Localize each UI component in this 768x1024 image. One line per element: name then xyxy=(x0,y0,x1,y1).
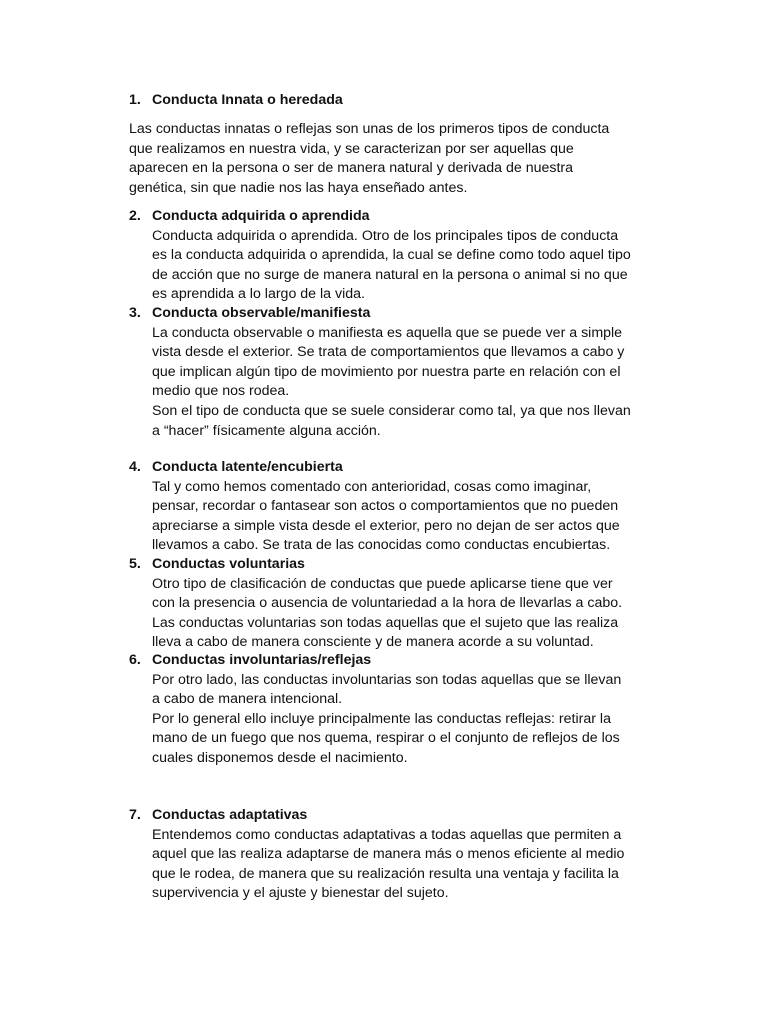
section-heading: Conducta latente/encubierta xyxy=(152,459,343,475)
section-number: 2. xyxy=(129,208,141,224)
section-body: La conducta observable o manifiesta es aquella que se puede ver a simple vista desde el exterior. Se trata de comportamientos que llevamos a cabo y que implican algún tipo de movimiento por nuestra parte en relación con el medio que nos rodea. Son el tipo de conducta que se suele considerar como tal, ya que nos llevan a “hacer” físicamente alguna acción. xyxy=(152,324,631,439)
section-2 xyxy=(129,207,669,305)
section-heading: Conducta adquirida o aprendida xyxy=(152,208,370,224)
section-5 xyxy=(129,555,669,653)
section-heading: Conductas adaptativas xyxy=(152,807,308,823)
section-4 xyxy=(129,458,669,556)
section-1 xyxy=(129,91,669,111)
section-heading: Conducta observable/manifiesta xyxy=(152,305,371,321)
intro-paragraph: Las conductas innatas o reflejas son unas de los primeros tipos de conducta que realizamos en nuestra vida, y se caracterizan por ser aquellas que aparecen en la persona o ser de manera natural y derivada de nuestra genética, sin que nadie nos las haya enseñado antes. xyxy=(129,121,610,196)
section-number: 3. xyxy=(129,305,141,321)
section-body: Tal y como hemos comentado con anterioridad, cosas como imaginar, pensar, recordar o fantasear son actos o comportamientos que no pueden apreciarse a simple vista desde el exterior, pero no dejan de ser actos que llevamos a cabo. Se trata de las conocidas como conductas encubiertas. xyxy=(152,478,620,554)
section-6 xyxy=(129,651,669,769)
section-number: 1. xyxy=(129,92,141,108)
section-number: 5. xyxy=(129,556,141,572)
section-number: 7. xyxy=(129,807,141,823)
section-7 xyxy=(129,806,669,904)
section-heading: Conductas involuntarias/reflejas xyxy=(152,652,372,668)
section-heading: Conducta Innata o heredada xyxy=(152,92,343,108)
section-body: Por otro lado, las conductas involuntarias son todas aquellas que se llevan a cabo de manera intencional. Por lo general ello incluye principalmente las conductas reflejas: retirar la mano de un fuego que nos quema, respirar o el conjunto de reflejos de los cuales disponemos desde el nacimiento. xyxy=(152,671,622,766)
section-3 xyxy=(129,304,669,441)
section-body: Entendemos como conductas adaptativas a todas aquellas que permiten a aquel que las realiza adaptarse de manera más o menos eficiente al medio que le rodea, de manera que su realización resulta una ventaja y facilita la supervivencia y el ajuste y bienestar del sujeto. xyxy=(152,826,625,902)
section-heading: Conductas voluntarias xyxy=(152,556,305,572)
section-number: 4. xyxy=(129,459,141,475)
section-number: 6. xyxy=(129,652,141,668)
section-body: Conducta adquirida o aprendida. Otro de los principales tipos de conducta es la conducta adquirida o aprendida, la cual se define como todo aquel tipo de acción que no surge de manera natural en la persona o animal si no que es aprendida a lo largo de la vida. xyxy=(152,227,631,303)
section-body: Otro tipo de clasificación de conductas que puede aplicarse tiene que ver con la presencia o ausencia de voluntariedad a la hora de llevarlas a cabo. Las conductas voluntarias son todas aquellas que el sujeto que las realiza lleva a cabo de manera consciente y de manera acorde a su voluntad. xyxy=(152,575,623,651)
